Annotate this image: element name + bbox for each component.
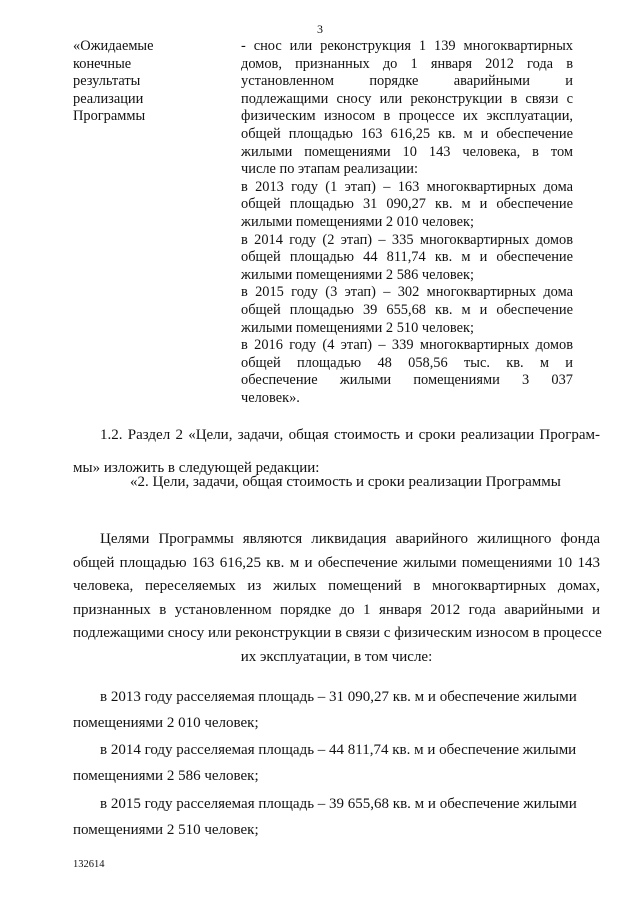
goals-line: подлежащими сносу или реконструкции в связи с физическим износом в процессе bbox=[73, 625, 602, 641]
results-line: жилыми помещениями 10 143 человека, в том bbox=[241, 143, 573, 160]
label-line: реализации bbox=[73, 90, 144, 107]
expected-results-text bbox=[241, 38, 573, 407]
results-line: установленном порядке аварийными и bbox=[241, 73, 573, 90]
results-line: общей площадью 44 811,74 кв. м и обеспечение bbox=[241, 249, 573, 266]
results-line: обеспечение жилыми помещениями 3 037 bbox=[241, 372, 573, 389]
results-line: - снос или реконструкция 1 139 многоквартирных bbox=[241, 38, 573, 54]
results-line: в 2014 году (2 этап) – 335 многоквартирных домов bbox=[241, 231, 573, 248]
label-line: конечные bbox=[73, 55, 132, 72]
results-line: общей площадью 39 655,68 кв. м и обеспечение bbox=[241, 301, 573, 318]
results-line: числе по этапам реализации: bbox=[241, 161, 418, 178]
results-line: физическим износом в процессе их эксплуатации, bbox=[241, 108, 573, 125]
goals-line: Целями Программы являются ликвидация аварийного жилищного фонда bbox=[100, 531, 600, 547]
label-line: результаты bbox=[73, 73, 141, 90]
expected-results-label bbox=[73, 38, 223, 126]
document-code: 132614 bbox=[73, 859, 105, 870]
results-line: жилыми помещениями 2 510 человек; bbox=[241, 319, 474, 336]
year-item bbox=[73, 791, 600, 843]
results-line: человек». bbox=[241, 389, 300, 406]
results-line: общей площадью 31 090,27 кв. м и обеспечение bbox=[241, 196, 573, 213]
section-heading-text: «2. Цели, задачи, общая стоимость и сроки реализации Программы bbox=[130, 474, 561, 490]
amendment-line: 1.2. Раздел 2 «Цели, задачи, общая стоимость и сроки реализации Програм- bbox=[100, 427, 600, 443]
goals-line: общей площадью 163 616,25 кв. м и обеспечение жилыми помещениями 10 143 bbox=[73, 554, 600, 571]
year-item-line: помещениями 2 510 человек; bbox=[73, 822, 259, 838]
results-line: в 2013 году (1 этап) – 163 многоквартирных дома bbox=[241, 178, 573, 195]
results-line: подлежащими сносу или реконструкции в связи с bbox=[241, 90, 573, 107]
year-item-line: в 2014 году расселяемая площадь – 44 811,74 кв. м и обеспечение жилыми bbox=[100, 742, 577, 758]
results-line: общей площадью 163 616,25 кв. м и обеспечение bbox=[241, 125, 573, 142]
goals-line: их эксплуатации, в том числе: bbox=[240, 648, 433, 665]
year-item bbox=[73, 737, 600, 789]
goals-line: человека, переселяемых из жилых помещений в многоквартирных домах, bbox=[73, 578, 600, 594]
results-line: жилыми помещениями 2 586 человек; bbox=[241, 266, 474, 283]
label-line: «Ожидаемые bbox=[73, 38, 154, 54]
goals-paragraph bbox=[73, 528, 600, 669]
goals-line: признанных в установленном порядке до 1 января 2012 года аварийными и bbox=[73, 601, 600, 618]
year-item-line: в 2013 году расселяемая площадь – 31 090,27 кв. м и обеспечение жилыми bbox=[100, 689, 577, 705]
results-line: жилыми помещениями 2 010 человек; bbox=[241, 213, 474, 230]
results-line: домов, признанных до 1 января 2012 года в bbox=[241, 55, 573, 72]
label-line: Программы bbox=[73, 108, 146, 125]
year-item-line: помещениями 2 010 человек; bbox=[73, 715, 259, 731]
results-line: в 2016 году (4 этап) – 339 многоквартирных домов bbox=[241, 337, 573, 354]
section-heading bbox=[130, 472, 600, 492]
year-item-line: помещениями 2 586 человек; bbox=[73, 768, 259, 784]
amendment-line: мы» изложить в следующей редакции: bbox=[73, 460, 320, 476]
results-line: общей площадью 48 058,56 тыс. кв. м и bbox=[241, 354, 573, 371]
year-item bbox=[73, 684, 600, 736]
year-item-line: в 2015 году расселяемая площадь – 39 655,68 кв. м и обеспечение жилыми bbox=[100, 796, 577, 812]
results-line: в 2015 году (3 этап) – 302 многоквартирных дома bbox=[241, 284, 573, 301]
page-number: 3 bbox=[317, 22, 323, 36]
